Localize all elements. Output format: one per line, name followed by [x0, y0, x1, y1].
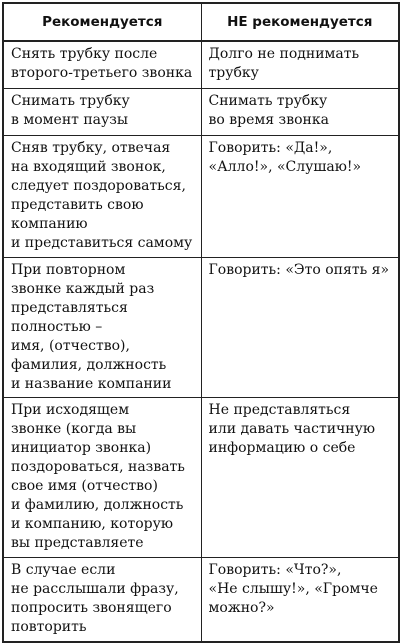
cell-recommended: Снимать трубку в момент паузы: [3, 89, 201, 136]
cell-recommended: В случае если не расслышали фразу, попросить звонящего повторить: [3, 558, 201, 643]
cell-not-recommended: Говорить: «Что?», «Не слышу!», «Громче можно?»: [201, 558, 399, 643]
cell-not-recommended: Говорить: «Это опять я»: [201, 258, 399, 398]
cell-recommended: Сняв трубку, отвечая на входящий звонок, следует поздороваться, представить свою компанию и представиться самому: [3, 136, 201, 258]
table-row: [3, 258, 399, 398]
table-row: [3, 136, 399, 258]
phone-etiquette-table: [2, 2, 400, 643]
table-row: [3, 41, 399, 89]
cell-recommended: Снять трубку после второго-третьего звонка: [3, 41, 201, 89]
header-not-recommended: НЕ рекомендуется: [201, 3, 399, 41]
cell-not-recommended: Не представляться или давать частичную информацию о себе: [201, 398, 399, 558]
cell-not-recommended: Снимать трубку во время звонка: [201, 89, 399, 136]
page: [2, 2, 398, 635]
header-recommended: Рекомендуется: [3, 3, 201, 41]
cell-not-recommended: Говорить: «Да!», «Алло!», «Слушаю!»: [201, 136, 399, 258]
table-row: [3, 558, 399, 643]
cell-recommended: При повторном звонке каждый раз представляться полностью – имя, (отчество), фамилия, должность и название компании: [3, 258, 201, 398]
cell-not-recommended: Долго не поднимать трубку: [201, 41, 399, 89]
cell-recommended: При исходящем звонке (когда вы инициатор звонка) поздороваться, назвать свое имя (отчество) и фамилию, должность и компанию, которую вы представляете: [3, 398, 201, 558]
table-header-row: [3, 3, 399, 41]
table-row: [3, 89, 399, 136]
table-row: [3, 398, 399, 558]
